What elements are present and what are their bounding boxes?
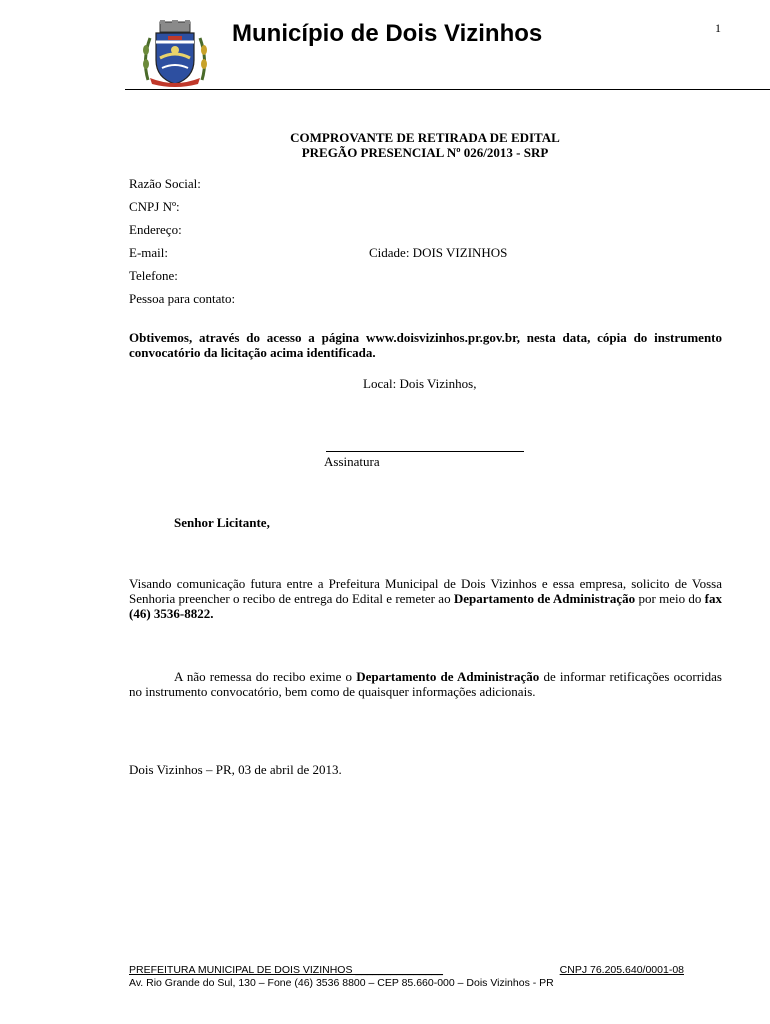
document-title-line1: COMPROVANTE DE RETIRADA DE EDITAL [290,130,560,145]
department-name: Departamento de Administração [453,591,636,606]
header-divider [125,89,770,90]
signature-label: Assinatura [324,454,380,469]
signature-line [326,451,524,452]
document-title-line2: PREGÃO PRESENCIAL Nº 026/2013 - SRP [301,145,549,160]
footer-address: Av. Rio Grande do Sul, 130 – Fone (46) 3536 8800 – CEP 85.660-000 – Dois Vizinhos - PR [129,977,554,989]
field-email: E-mail: [129,245,168,260]
notice-text: Obtivemos, através do acesso a página www.doisvizinhos.pr.gov.br, nesta data, cópia do instrumento convocatório da licitação acima identificada. [129,330,722,360]
paragraph-notice: A não remessa do recibo exime o Departamento de Administração de informar retificações ocorridas no instrumento convocatório, bem como de quaisquer informações adicionais. [129,669,722,699]
salutation: Senhor Licitante, [174,515,270,530]
footer-line1 [129,964,684,976]
crest-icon [140,20,210,88]
page-title: Município de Dois Vizinhos [232,20,543,47]
field-cidade: Cidade: DOIS VIZINHOS [369,245,508,260]
footer-left: PREFEITURA MUNICIPAL DE DOIS VIZINHOS _______________ [129,964,443,976]
field-endereco: Endereço: [129,222,182,237]
fax-number: fax (46) 3536-8822. [129,591,722,621]
field-cnpj: CNPJ Nº: [129,199,180,214]
paragraph-request: Visando comunicação futura entre a Prefeitura Municipal de Dois Vizinhos e essa empresa, solicito de Vossa Senhoria preencher o recibo de entrega do Edital e remeter ao Departamento de Administração por meio do fax (46) 3536-8822. [129,576,722,621]
field-telefone: Telefone: [129,268,178,283]
department-name: Departamento de Administração [356,669,540,684]
field-pessoa-contato: Pessoa para contato: [129,291,236,306]
local-text: Local: Dois Vizinhos, [363,376,477,391]
date-line: Dois Vizinhos – PR, 03 de abril de 2013. [129,762,342,777]
field-razao-social: Razão Social: [129,176,201,191]
page-number: 1 [715,21,721,35]
footer-cnpj: CNPJ 76.205.640/0001-08 [559,964,684,976]
